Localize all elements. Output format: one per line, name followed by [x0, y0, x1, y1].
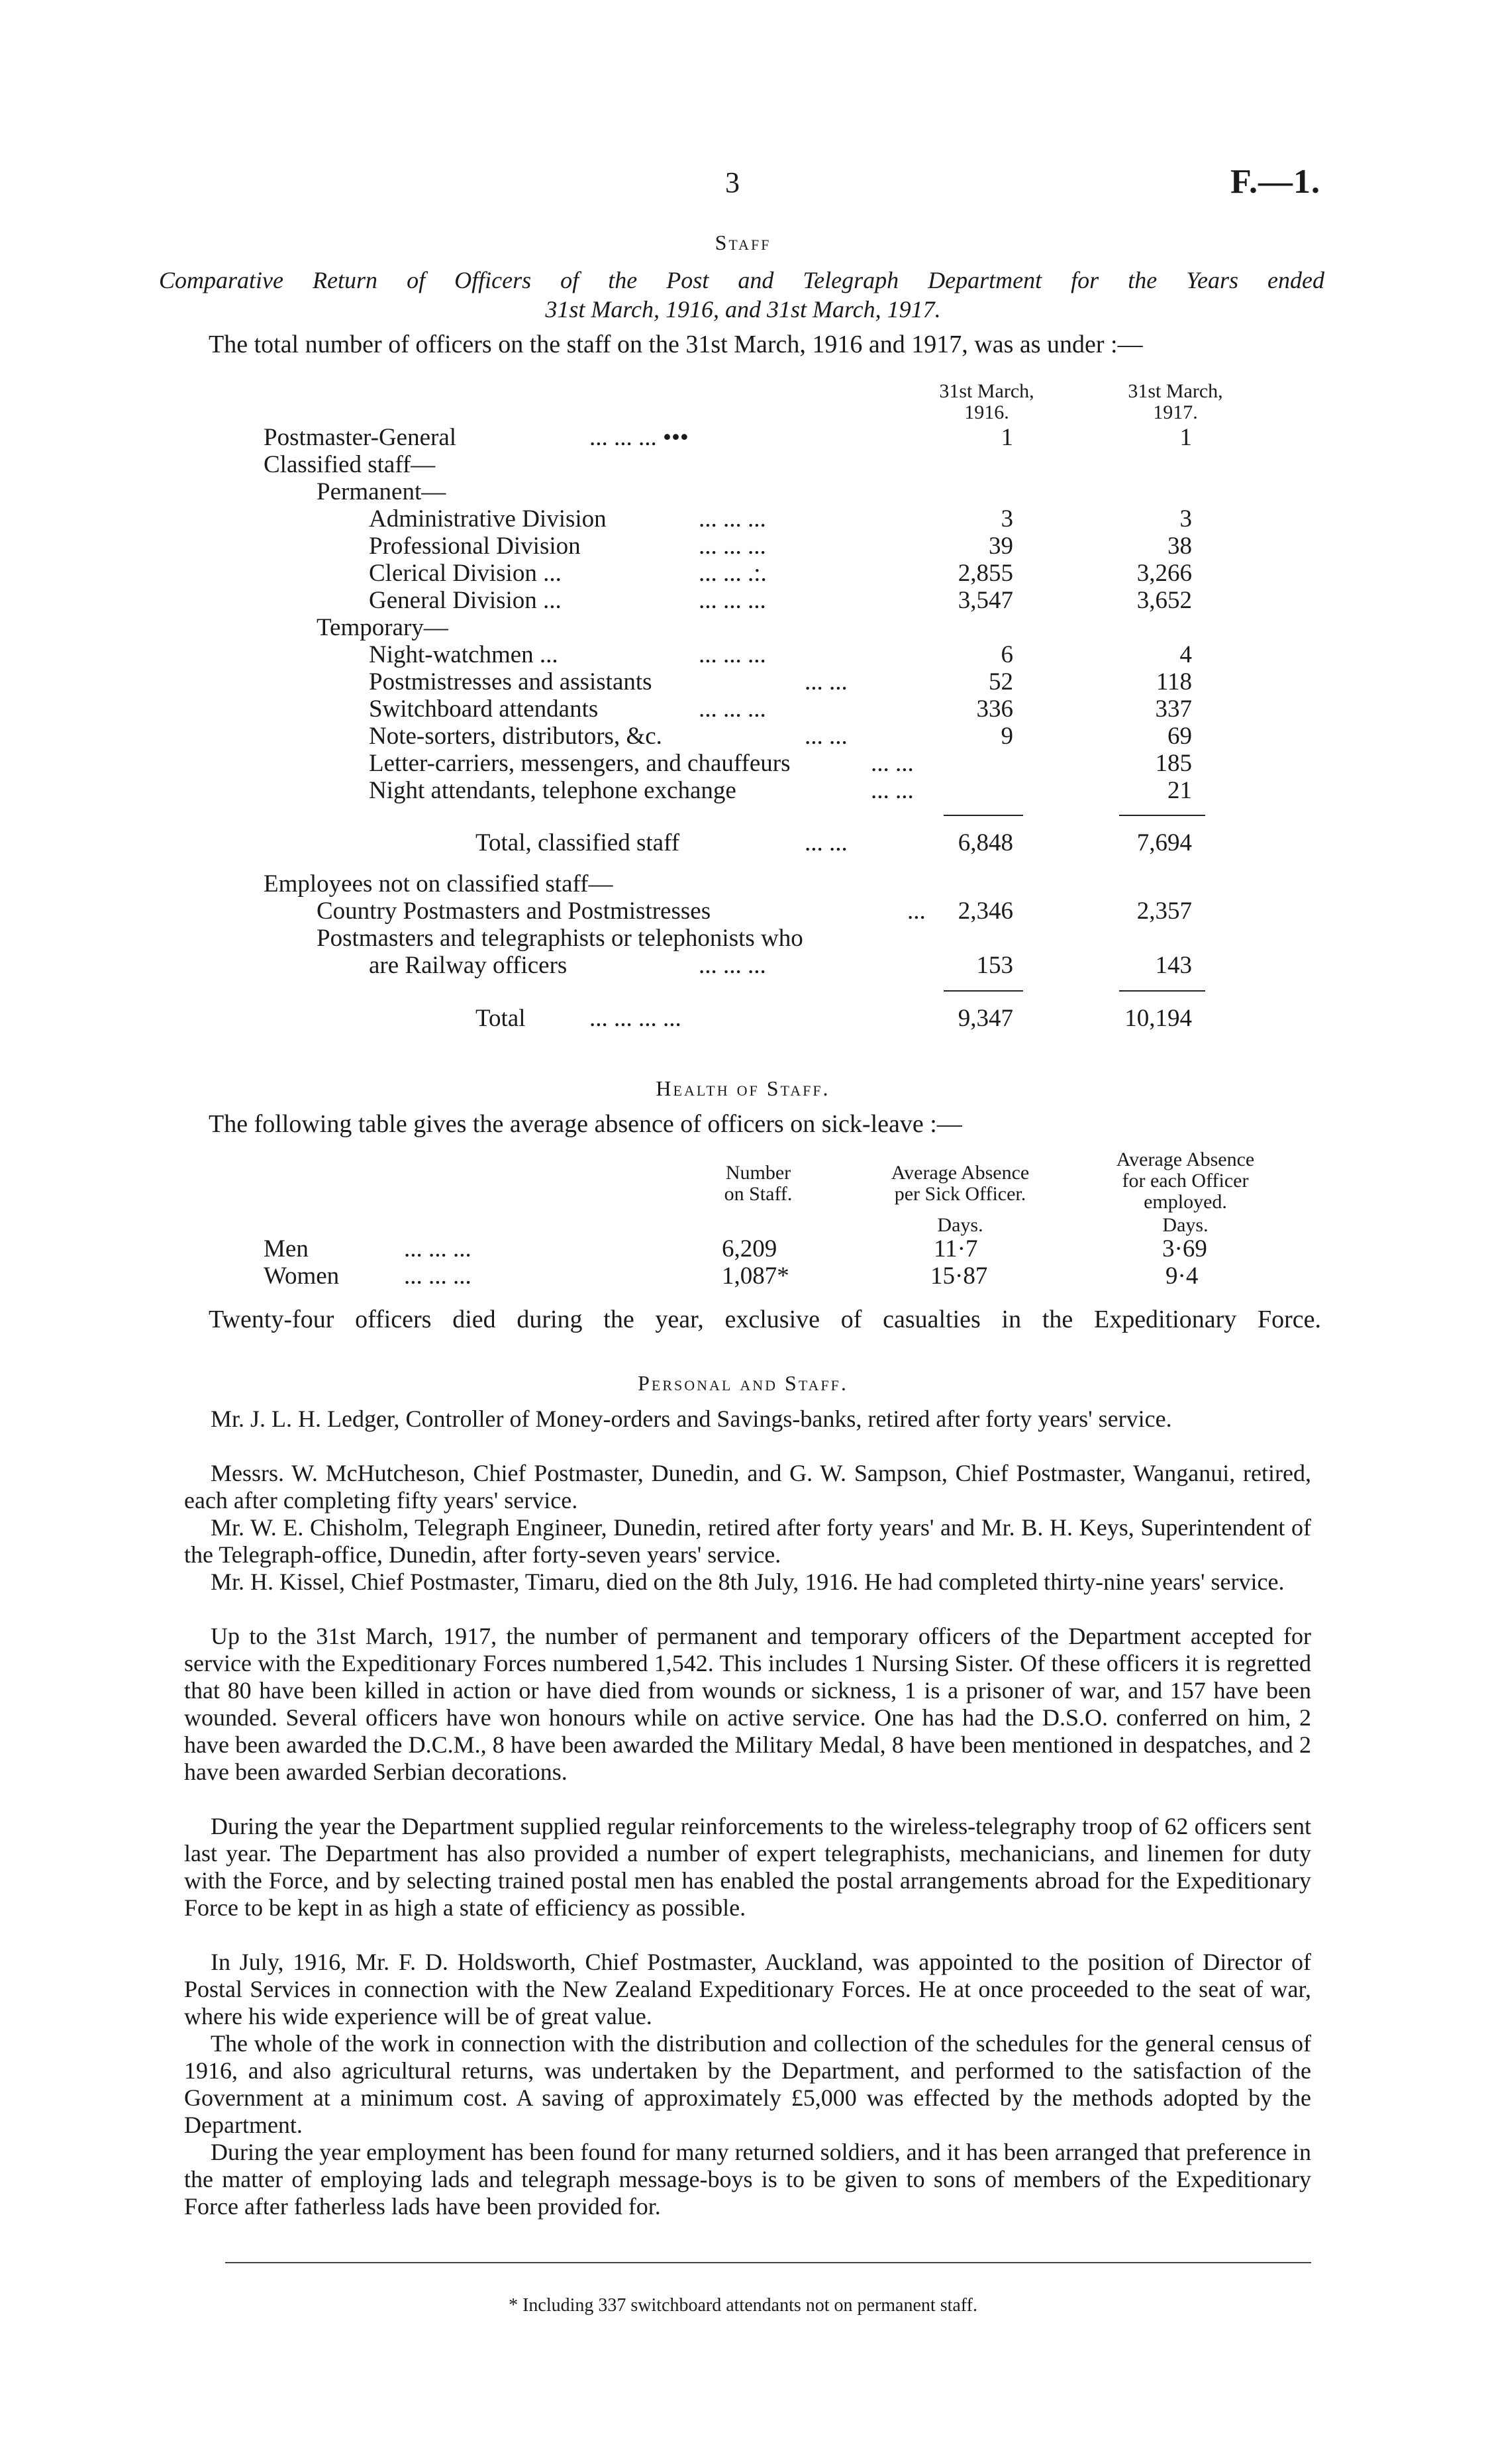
footnote: * Including 337 switchboard attendants not on permanent staff.: [509, 2295, 977, 2316]
staff-subtitle-line2: 31st March, 1916, and 31st March, 1917.: [545, 296, 941, 323]
footnote-divider: [225, 2262, 1311, 2263]
table-row: Administrative Division ... ... ... 3 3: [369, 505, 1192, 533]
table-row: Professional Division ... ... ... 39 38: [369, 533, 1192, 560]
total-rule-1917: [1119, 990, 1205, 992]
table-row: are Railway officers ... ... ... 153 143: [369, 952, 1192, 979]
subtotal-row: Total, classified staff ... ... 6,848 7,694: [475, 829, 1192, 856]
document-reference: F.—1.: [1230, 163, 1320, 201]
health-col-per-officer-header: Average Absence for each Officer employed.: [1116, 1149, 1255, 1213]
paragraph: During the year employment has been found for many returned soldiers, and it has been arranged that preference in the matter of employing lads and telegraph message-boys is to be given to sons of members of the Expeditionary Force after fatherless lads have been provided for.: [184, 2139, 1311, 2220]
personal-heading: Personal and Staff.: [638, 1371, 848, 1395]
total-rule-1916: [944, 990, 1023, 992]
table-row: Postmaster-General ... ... ... ••• 1 1: [264, 424, 1192, 451]
table-row: Switchboard attendants ... ... ... 336 337: [369, 695, 1192, 723]
table-row: Permanent—: [317, 478, 446, 505]
table-row: Classified staff—: [264, 451, 436, 478]
staff-heading: Staff: [715, 231, 771, 254]
table-row: Letter-carriers, messengers, and chauffeurs ... ... 185: [369, 750, 1192, 777]
table-row: Country Postmasters and Postmistresses ... 2,346 2,357: [317, 898, 1192, 925]
table-row: Men ... ... ... 6,209 11·7 3·69: [264, 1235, 1207, 1262]
deaths-statement: Twenty-four officers died during the year, exclusive of casualties in the Expeditionary Force.: [209, 1306, 1321, 1333]
table-row: Employees not on classified staff—: [264, 870, 613, 898]
health-col-number-header: Number on Staff.: [724, 1162, 793, 1205]
health-heading: Health of Staff.: [656, 1076, 830, 1100]
col-1916-header: 31st March, 1916.: [939, 380, 1034, 423]
table-row: Temporary—: [317, 614, 448, 641]
table-row: Night attendants, telephone exchange ... ... 21: [369, 777, 1192, 804]
paragraph: Mr. H. Kissel, Chief Postmaster, Timaru, died on the 8th July, 1916. He had completed thirty-nine years' service.: [211, 1568, 1285, 1595]
health-col-per-sick-header: Average Absence per Sick Officer.: [891, 1162, 1030, 1205]
table-row: Postmistresses and assistants ... ... 52 118: [369, 668, 1192, 695]
paragraph: Messrs. W. McHutcheson, Chief Postmaster, Dunedin, and G. W. Sampson, Chief Postmaster, Wanganui, retired, each after completing fifty years' service.: [184, 1460, 1311, 1514]
paragraph: Mr. J. L. H. Ledger, Controller of Money-orders and Savings-banks, retired after forty years' service.: [211, 1406, 1172, 1432]
staff-intro: The total number of officers on the staff on the 31st March, 1916 and 1917, was as under :—: [209, 331, 1143, 358]
table-row: General Division ... ... ... ... 3,547 3,652: [369, 587, 1192, 614]
paragraph: The whole of the work in connection with the distribution and collection of the schedules for the general census of 1916, and also agricultural returns, was undertaken by the Department, and performed to the satisfaction of the Government at a minimum cost. A saving of approximately £5,000 was effected by the methods adopted by the Department.: [184, 2030, 1311, 2138]
paragraph: Mr. W. E. Chisholm, Telegraph Engineer, Dunedin, retired after forty years' and Mr. B. H. Keys, Superintendent of the Telegraph-office, Dunedin, after forty-seven years' service.: [184, 1514, 1311, 1568]
staff-subtitle-line1: Comparative Return of Officers of the Post and Telegraph Department for the Years ended: [159, 267, 1324, 293]
paragraph: In July, 1916, Mr. F. D. Holdsworth, Chief Postmaster, Auckland, was appointed to the position of Director of Postal Services in connection with the New Zealand Expeditionary Forces. He at once proceeded to the seat of war, where his wide experience will be of great value.: [184, 1949, 1311, 2029]
table-row: Night-watchmen ... ... ... ... 6 4: [369, 641, 1192, 668]
paragraph: During the year the Department supplied regular reinforcements to the wireless-telegraphy troop of 62 officers sent last year. The Department has also provided a number of expert telegraphists, mechanicians, and linemen for duty with the Force, and by selecting trained postal men has enabled the postal arrangements abroad for the Expeditionary Force to be kept in as high a state of efficiency as possible.: [184, 1813, 1311, 1921]
health-intro: The following table gives the average absence of officers on sick-leave :—: [209, 1110, 962, 1138]
health-unit-per-officer: Days.: [1162, 1214, 1209, 1236]
subtotal-rule-1917: [1119, 815, 1205, 816]
paragraph: Up to the 31st March, 1917, the number of permanent and temporary officers of the Department accepted for service with the Expeditionary Forces numbered 1,542. This includes 1 Nursing Sister. Of these officers it is regretted that 80 have been killed in action or have died from wounds or sickness, 1 is a prisoner of war, and 157 have been wounded. Several officers have won honours while on active service. One has had the D.S.O. conferred on him, 2 have been awarded the D.C.M., 8 have been awarded the Military Medal, 8 have been mentioned in despatches, and 2 have been awarded Serbian decorations.: [184, 1623, 1311, 1785]
total-row: Total ... ... ... ... 9,347 10,194: [475, 1005, 1192, 1032]
subtotal-rule-1916: [944, 815, 1023, 816]
col-1917-header: 31st March, 1917.: [1128, 380, 1223, 423]
table-row: Clerical Division ... ... ... .:. 2,855 3,266: [369, 560, 1192, 587]
health-unit-per-sick: Days.: [937, 1214, 983, 1236]
table-row: Note-sorters, distributors, &c. ... ... 9 69: [369, 723, 1192, 750]
table-row: Women ... ... ... 1,087* 15·87 9·4: [264, 1262, 1199, 1290]
table-row: Postmasters and telegraphists or telephonists who: [317, 925, 803, 952]
page-number: 3: [725, 166, 740, 199]
